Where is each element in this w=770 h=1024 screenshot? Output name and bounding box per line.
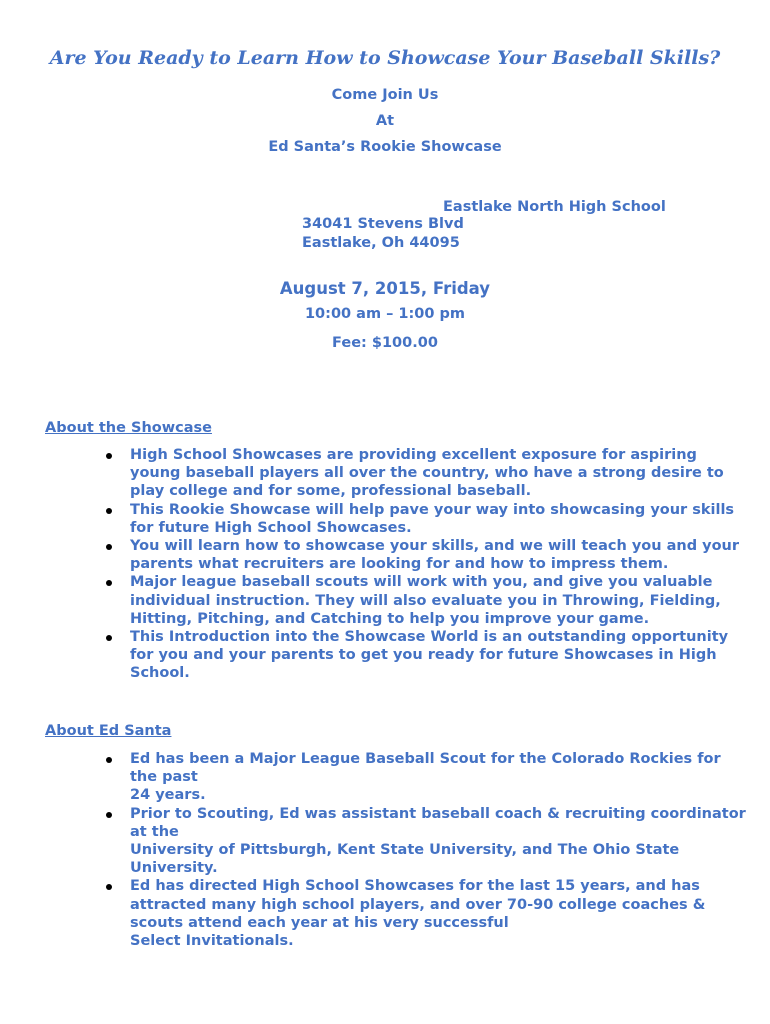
page-title: Are You Ready to Learn How to Showcase Your Baseball Skills? [49,47,721,69]
list-item [130,628,750,683]
list-item-text: This Rookie Showcase will help pave your way into showcasing your skills for future High School Showcases. [130,501,735,536]
about-showcase-list [130,446,750,683]
list-item [130,501,750,537]
list-item-text: Ed has been a Major League Baseball Scout for the Colorado Rockies for the past 24 years. [130,751,721,804]
list-item-text: Major league baseball scouts will work with you, and give you valuable individual instruction. They will also evaluate you in Throwing, Fielding, Hitting, Pitching, and Catching to help you improve your game. [130,574,721,627]
list-item [130,805,750,878]
list-item [130,877,750,950]
event-time: 10:00 am – 1:00 pm [304,306,466,322]
bullet-icon [106,508,112,514]
about-ed-heading: About Ed Santa [45,723,172,739]
bullet-icon [106,580,112,586]
street-address: 34041 Stevens Blvd [302,216,464,232]
school-name: Eastlake North High School [443,199,666,215]
list-item [130,446,750,501]
bullet-icon [106,453,112,459]
city-state-zip: Eastlake, Oh 44095 [302,235,460,251]
bullet-icon [106,544,112,550]
bullet-icon [106,635,112,641]
bullet-icon [106,884,112,890]
about-ed-list [130,750,750,950]
bullet-icon [106,757,112,763]
event-fee: Fee: $100.00 [332,335,438,351]
list-item-text: You will learn how to showcase your skills, and we will teach you and your parents what recruiters are looking for and how to impress them. [130,538,740,573]
list-item [130,750,750,805]
showcase-name: Ed Santa’s Rookie Showcase [268,139,502,155]
about-showcase-heading: About the Showcase [45,420,212,436]
list-item-text: This Introduction into the Showcase World is an outstanding opportunity for you and your parents to get you ready for future Showcases in High School. [130,629,729,682]
invite-line: Come Join Us [331,87,439,103]
list-item-text: Prior to Scouting, Ed was assistant baseball coach & recruiting coordinator at the University of Pittsburgh, Kent State University, and The Ohio State University. [130,805,746,877]
invite-at-line: At [375,113,395,129]
list-item-text: High School Showcases are providing excellent exposure for aspiring young baseball players all over the country, who have a strong desire to play college and for some, professional baseball. [130,447,724,500]
list-item [130,573,750,628]
list-item [130,537,750,573]
bullet-icon [106,812,112,818]
list-item-text: Ed has directed High School Showcases for the last 15 years, and has attracted many high school players, and over 70-90 college coaches & scouts attend each year at his very successful Select Invitationals. [130,878,706,950]
event-date: August 7, 2015, Friday [279,279,491,298]
